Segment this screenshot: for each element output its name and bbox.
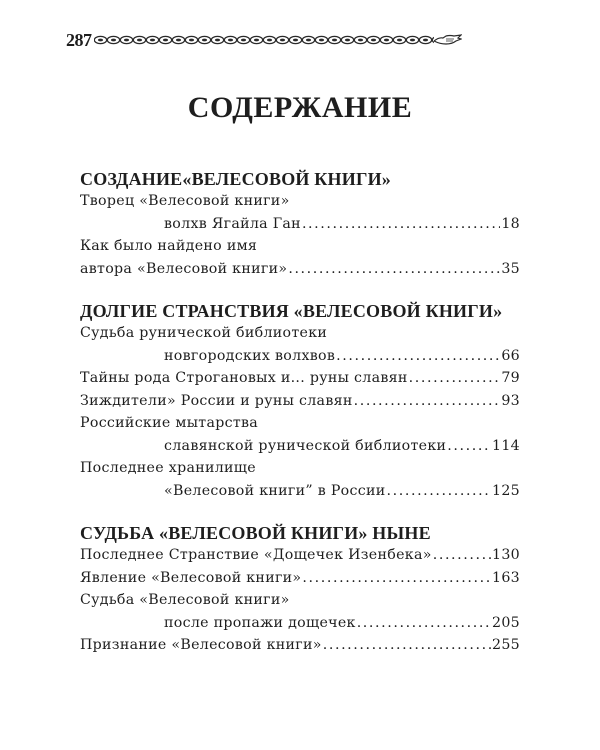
entry-title: Российские мытарства [80, 415, 259, 431]
entry-title-continued: славянской рунической библиотеки [164, 437, 447, 454]
pointing-hand-icon [434, 34, 462, 46]
toc-section [80, 522, 520, 657]
dot-leader [302, 567, 491, 590]
entry-page-number: 114 [492, 437, 520, 454]
entry-title-continued: новгородских волхвов [164, 347, 336, 364]
entry-page-number: 35 [501, 260, 520, 277]
entry-page-number: 93 [501, 392, 520, 409]
toc-entry[interactable] [80, 367, 520, 390]
dot-leader [433, 544, 491, 567]
toc-entry[interactable] [80, 390, 520, 413]
page-number: 287 [66, 29, 92, 50]
section-title: ДОЛГИЕ СТРАНСТВИЯ «ВЕЛЕСОВОЙ КНИГИ» [80, 301, 503, 321]
entry-title: Как было найдено имя [80, 238, 258, 254]
dot-leader [288, 258, 500, 281]
entry-title: Судьба «Велесовой книги» [80, 592, 290, 608]
entry-title: Зиждители» России и руны славян [80, 392, 353, 409]
entry-page-number: 255 [492, 637, 520, 653]
entry-title: Признание «Велесовой книги» [80, 637, 322, 653]
toc-entry[interactable] [80, 190, 520, 235]
dot-leader [447, 435, 491, 458]
dot-leader [387, 480, 492, 503]
dot-leader [323, 634, 491, 657]
toc-entry[interactable] [80, 634, 520, 657]
entry-page-number: 163 [492, 569, 520, 586]
toc-entry[interactable] [80, 457, 520, 502]
page-header [66, 30, 511, 50]
page-title: СОДЕРЖАНИЕ [187, 91, 413, 124]
toc-section [80, 300, 520, 502]
toc-section [80, 168, 520, 280]
toc-entry[interactable] [80, 412, 520, 457]
entry-page-number: 79 [501, 370, 520, 386]
dot-leader [354, 390, 501, 413]
toc-entry[interactable] [80, 589, 520, 634]
entry-page-number: 18 [501, 215, 520, 232]
entry-page-number: 130 [492, 547, 520, 563]
entry-title-continued: после пропажи дощечек [164, 614, 356, 631]
dot-leader [302, 213, 500, 236]
entry-title-continued: автора «Велесовой книги» [80, 260, 288, 277]
entry-title: Творец «Велесовой книги» [80, 193, 290, 209]
dot-leader [357, 612, 491, 635]
entry-title: Судьба рунической библиотеки [80, 325, 328, 341]
entry-page-number: 205 [492, 614, 520, 631]
entry-page-number: 66 [501, 347, 520, 364]
entry-title: Тайны рода Строгановых и... руны славян [80, 370, 408, 386]
dot-leader [409, 367, 501, 390]
entry-title: Последнее Странствие «Дощечек Изенбека» [80, 547, 432, 563]
section-title: СУДЬБА «ВЕЛЕСОВОЙ КНИГИ» НЫНЕ [80, 523, 431, 543]
dot-leader [336, 345, 500, 368]
toc-entry[interactable] [80, 544, 520, 567]
section-title: СОЗДАНИЕ«ВЕЛЕСОВОЙ КНИГИ» [80, 169, 391, 189]
entry-title: Последнее хранилище [80, 460, 256, 476]
toc-entry[interactable] [80, 322, 520, 367]
entry-title-continued: волхв Ягайла Ган [164, 215, 301, 232]
entry-title: Явление «Велесовой книги» [80, 569, 302, 586]
entry-title-continued: «Велесовой книги” в России [164, 482, 386, 499]
rope-ornament-icon [94, 34, 512, 46]
toc-entry[interactable] [80, 567, 520, 590]
table-of-contents [80, 168, 520, 677]
toc-entry[interactable] [80, 235, 520, 280]
entry-page-number: 125 [492, 482, 520, 499]
